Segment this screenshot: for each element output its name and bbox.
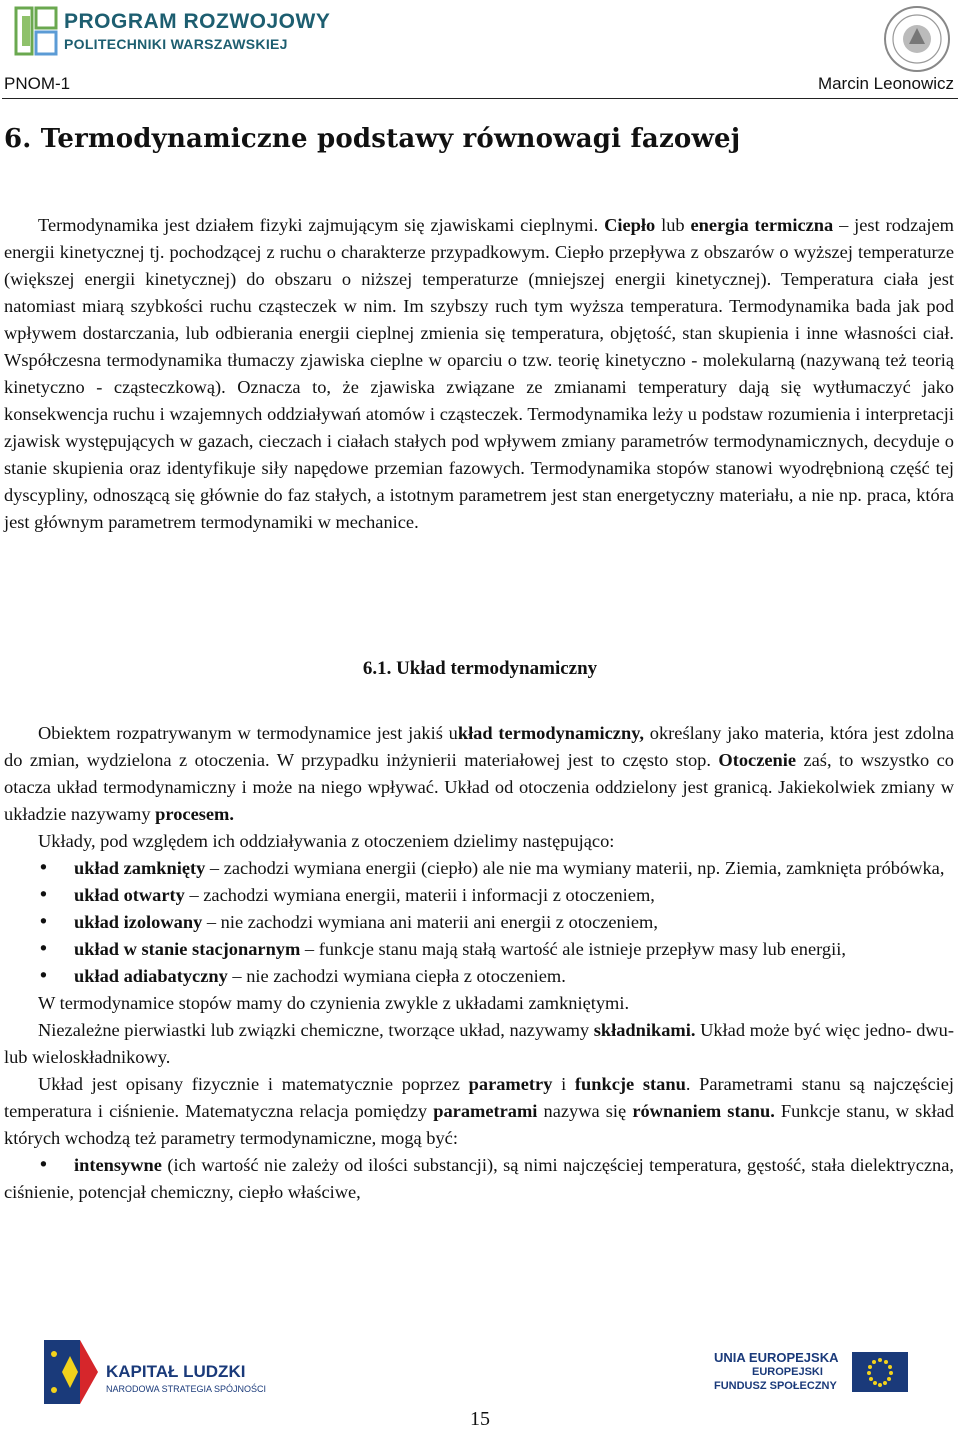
intro-paragraph: Termodynamika jest działem fizyki zajmującym się zjawiskami cieplnymi. Ciepło lub energia termiczna – jest rodzajem energii kinetycznej tj. pochodzącej z ruchu o charakterze przypadkowym. Ciepło przepływa z obszarów o wyższej temperaturze (większej energii kinetycznej) do obszaru o niższej temperaturze (mniejszej energii kinetycznej). Temperatura ciała jest natomiast miarą szybkości ruchu cząsteczek w nim. Im szybszy ruch tym wyższa temperatura. Termodynamika bada jak pod wpływem dostarczania, lub odbierania energii cieplnej zmienia się temperatura, objętość, stan skupienia i inne własności ciał. Współczesna termodynamika tłumaczy zjawiska cieplne w oparciu o tzw. teorię kinetyczno - molekularną (nazywaną też teorią kinetyczno - cząsteczkową). Oznacza to, że zjawiska związane ze zmianami temperatury dają się wytłumaczyć jako konsekwencja ruchu i wzajemnych oddziaływań atomów i cząsteczek. Termodynamika leży u podstaw rozumienia i interpretacji zjawisk występujących w gazach, cieczach i ciałach stałych pod wpływem zmiany parametrów termodynamicznych, decyduje o stanie skupienia oraz identyfikuje siły napędowe przemian fazowych. Termodynamika stopów stanowi wyodrębnioną część tej dyscypliny, odnoszącą się głównie do faz stałych, a istotnym parametrem jest stan energetyczny materiału, a nie np. praca, która jest głównym parametrem termodynamiki w mechanice. [4, 215, 954, 532]
classification-intro: Układy, pod względem ich oddziaływania z otoczeniem dzielimy następująco: [38, 831, 615, 851]
list-item: • układ adiabatyczny – nie zachodzi wymiana ciepła z otoczeniem. [4, 963, 954, 990]
kl-title: KAPITAŁ LUDZKI [106, 1362, 246, 1381]
document-code: PNOM-1 [4, 74, 71, 93]
eu-line1: UNIA EUROPEJSKA [714, 1350, 839, 1365]
kapital-ludzki-emblem-icon [40, 1334, 102, 1414]
section-body [4, 720, 954, 1206]
kapital-ludzki-logo [40, 1334, 280, 1414]
program-logo-icon [14, 6, 58, 56]
system-types-list [4, 855, 954, 990]
list-item: • układ w stanie stacjonarnym – funkcje stanu mają stałą wartość ale istnieje przepływ masy lub energii, [4, 936, 954, 963]
author-name: Marcin Leonowicz [817, 74, 954, 93]
components-paragraph: Niezależne pierwiastki lub związki chemiczne, tworzące układ, nazywamy składnikami. Układ może być więc jedno- dwu- lub wieloskładnikowy. [4, 1020, 954, 1067]
header-divider [2, 98, 958, 99]
logo-title: PROGRAM ROZWOJOWY [64, 10, 331, 33]
list-item: • intensywne (ich wartość nie zależy od ilości substancji), są nimi najczęściej temperatura, gęstość, stała dielektryczna, ciśnienie, potencjał chemiczny, ciepło właściwe, [4, 1152, 954, 1206]
list-item: • układ zamknięty – zachodzi wymiana energii (ciepło) ale nie ma wymiany materii, np. Ziemia, zamknięta próbówka, [4, 855, 954, 882]
university-seal-icon [882, 4, 952, 74]
eu-line2: EUROPEJSKI [752, 1366, 823, 1378]
system-definition-paragraph: Obiektem rozpatrywanym w termodynamice jest jakiś układ termodynamiczny, określany jako materia, która jest zdolna do zmian, wydzielona z otoczenia. W przypadku inżynierii materiałowej jest to często stop. Otoczenie zaś, to wszystko co otacza układ termodynamiczny i może na niego wpływać. Układ od otoczenia oddzielony jest granicą. Jakiekolwiek zmiany w układzie nazywamy procesem. [4, 723, 955, 824]
eu-flag-icon [852, 1352, 908, 1392]
page-number: 15 [470, 1408, 490, 1430]
chapter-title: 6. Termodynamiczne podstawy równowagi fazowej [4, 124, 741, 154]
kl-subtitle: NARODOWA STRATEGIA SPÓJNOŚCI [106, 1384, 267, 1394]
logo-subtitle: POLITECHNIKI WARSZAWSKIEJ [64, 36, 288, 52]
eu-social-fund-logo [714, 1350, 910, 1398]
alloy-systems-paragraph: W termodynamice stopów mamy do czynienia zwykle z układami zamkniętymi. [38, 993, 630, 1013]
eu-line3: FUNDUSZ SPOŁECZNY [714, 1380, 837, 1392]
section-heading: 6.1. Układ termodynamiczny [362, 658, 598, 679]
list-item: • układ izolowany – nie zachodzi wymiana ani materii ani energii z otoczeniem, [4, 909, 954, 936]
state-parameters-paragraph: Układ jest opisany fizycznie i matematycznie poprzez parametry i funkcje stanu. Parametrami stanu są najczęściej temperatura i ciśnienie. Matematyczna relacja pomiędzy parametrami nazywa się równaniem stanu. Funkcje stanu, w skład których wchodzą też parametry termodynamiczne, mogą być: [4, 1074, 955, 1148]
state-functions-list [4, 1152, 954, 1206]
list-item: • układ otwarty – zachodzi wymiana energii, materii i informacji z otoczeniem, [4, 882, 954, 909]
program-rozwojowy-logo [14, 6, 331, 60]
